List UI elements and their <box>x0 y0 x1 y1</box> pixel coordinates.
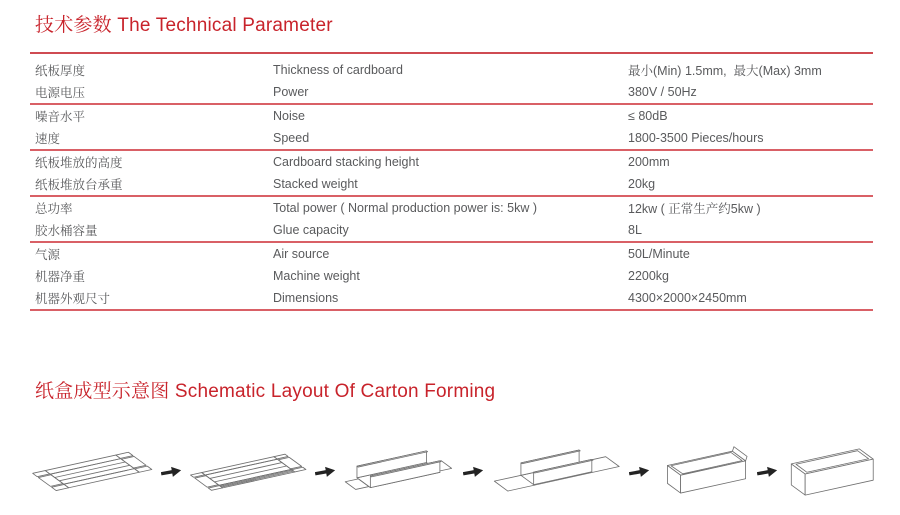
table-row <box>30 197 873 219</box>
param-name-en: Thickness of cardboard <box>273 63 403 77</box>
table-row <box>30 127 873 149</box>
table-row <box>30 173 873 195</box>
table-group <box>30 105 873 151</box>
table-row <box>30 81 873 103</box>
param-value: 50L/Minute <box>628 247 690 261</box>
param-name-zh: 机器外观尺寸 <box>35 292 111 306</box>
table-row <box>30 219 873 241</box>
stage-long-walls-raised-icon <box>342 448 458 496</box>
arrow-right-icon <box>315 464 337 480</box>
param-name-en: Power <box>273 85 309 99</box>
param-value: 380V / 50Hz <box>628 85 697 99</box>
table-group <box>30 151 873 197</box>
param-name-en: Stacked weight <box>273 177 358 191</box>
table-row <box>30 265 873 287</box>
param-name-zh: 总功率 <box>35 202 73 216</box>
param-name-en: Cardboard stacking height <box>273 155 419 169</box>
param-name-zh: 纸板堆放的高度 <box>35 156 123 170</box>
stage-edges-pre-folded-icon <box>188 451 310 494</box>
param-name-zh: 电源电压 <box>35 86 86 100</box>
param-name-zh: 胶水桶容量 <box>35 224 98 238</box>
table-group <box>30 197 873 243</box>
table-group <box>30 54 873 105</box>
carton-forming-title: 纸盒成型示意图 Schematic Layout Of Carton Forming <box>35 381 496 402</box>
param-value: 4300×2000×2450mm <box>628 291 747 305</box>
param-name-zh: 纸板厚度 <box>35 64 86 78</box>
table-group <box>30 243 873 311</box>
param-value: 1800-3500 Pieces/hours <box>628 131 764 145</box>
arrow-right-icon <box>629 464 651 480</box>
stage-flat-blank-icon <box>30 449 156 496</box>
technical-parameter-table <box>30 52 873 311</box>
param-name-zh: 机器净重 <box>35 270 86 284</box>
arrow-right-icon <box>463 464 485 480</box>
arrow-right-icon <box>161 464 183 480</box>
technical-parameter-title: 技术参数 The Technical Parameter <box>35 15 333 36</box>
param-value: 最小(Min) 1.5mm, 最大(Max) 3mm <box>628 64 822 78</box>
param-name-en: Speed <box>273 131 310 145</box>
param-name-en: Air source <box>273 247 330 261</box>
stage-walls-formed-end-flaps-out-icon <box>491 447 624 497</box>
arrow-right-icon <box>757 464 779 480</box>
table-row <box>30 59 873 81</box>
param-name-zh: 气源 <box>35 248 61 262</box>
table-row <box>30 151 873 173</box>
param-name-en: Noise <box>273 109 305 123</box>
param-value: ≤ 80dB <box>628 109 668 123</box>
param-value: 200mm <box>628 155 670 169</box>
stage-end-walls-closing-icon <box>656 446 752 498</box>
param-name-en: Glue capacity <box>273 223 349 237</box>
param-name-zh: 速度 <box>35 132 61 146</box>
stage-finished-box-icon <box>784 446 878 498</box>
param-value: 20kg <box>628 177 656 191</box>
table-row <box>30 287 873 309</box>
param-value: 12kw ( 正常生产约5kw ) <box>628 202 761 216</box>
carton-forming-schematic <box>30 430 878 514</box>
param-value: 8L <box>628 223 642 237</box>
param-value: 2200kg <box>628 269 670 283</box>
param-name-zh: 纸板堆放台承重 <box>35 178 123 192</box>
param-name-en: Dimensions <box>273 291 339 305</box>
table-row <box>30 243 873 265</box>
param-name-en: Machine weight <box>273 269 360 283</box>
param-name-zh: 噪音水平 <box>35 110 86 124</box>
table-row <box>30 105 873 127</box>
param-name-en: Total power ( Normal production power is: 5kw ) <box>273 201 537 215</box>
